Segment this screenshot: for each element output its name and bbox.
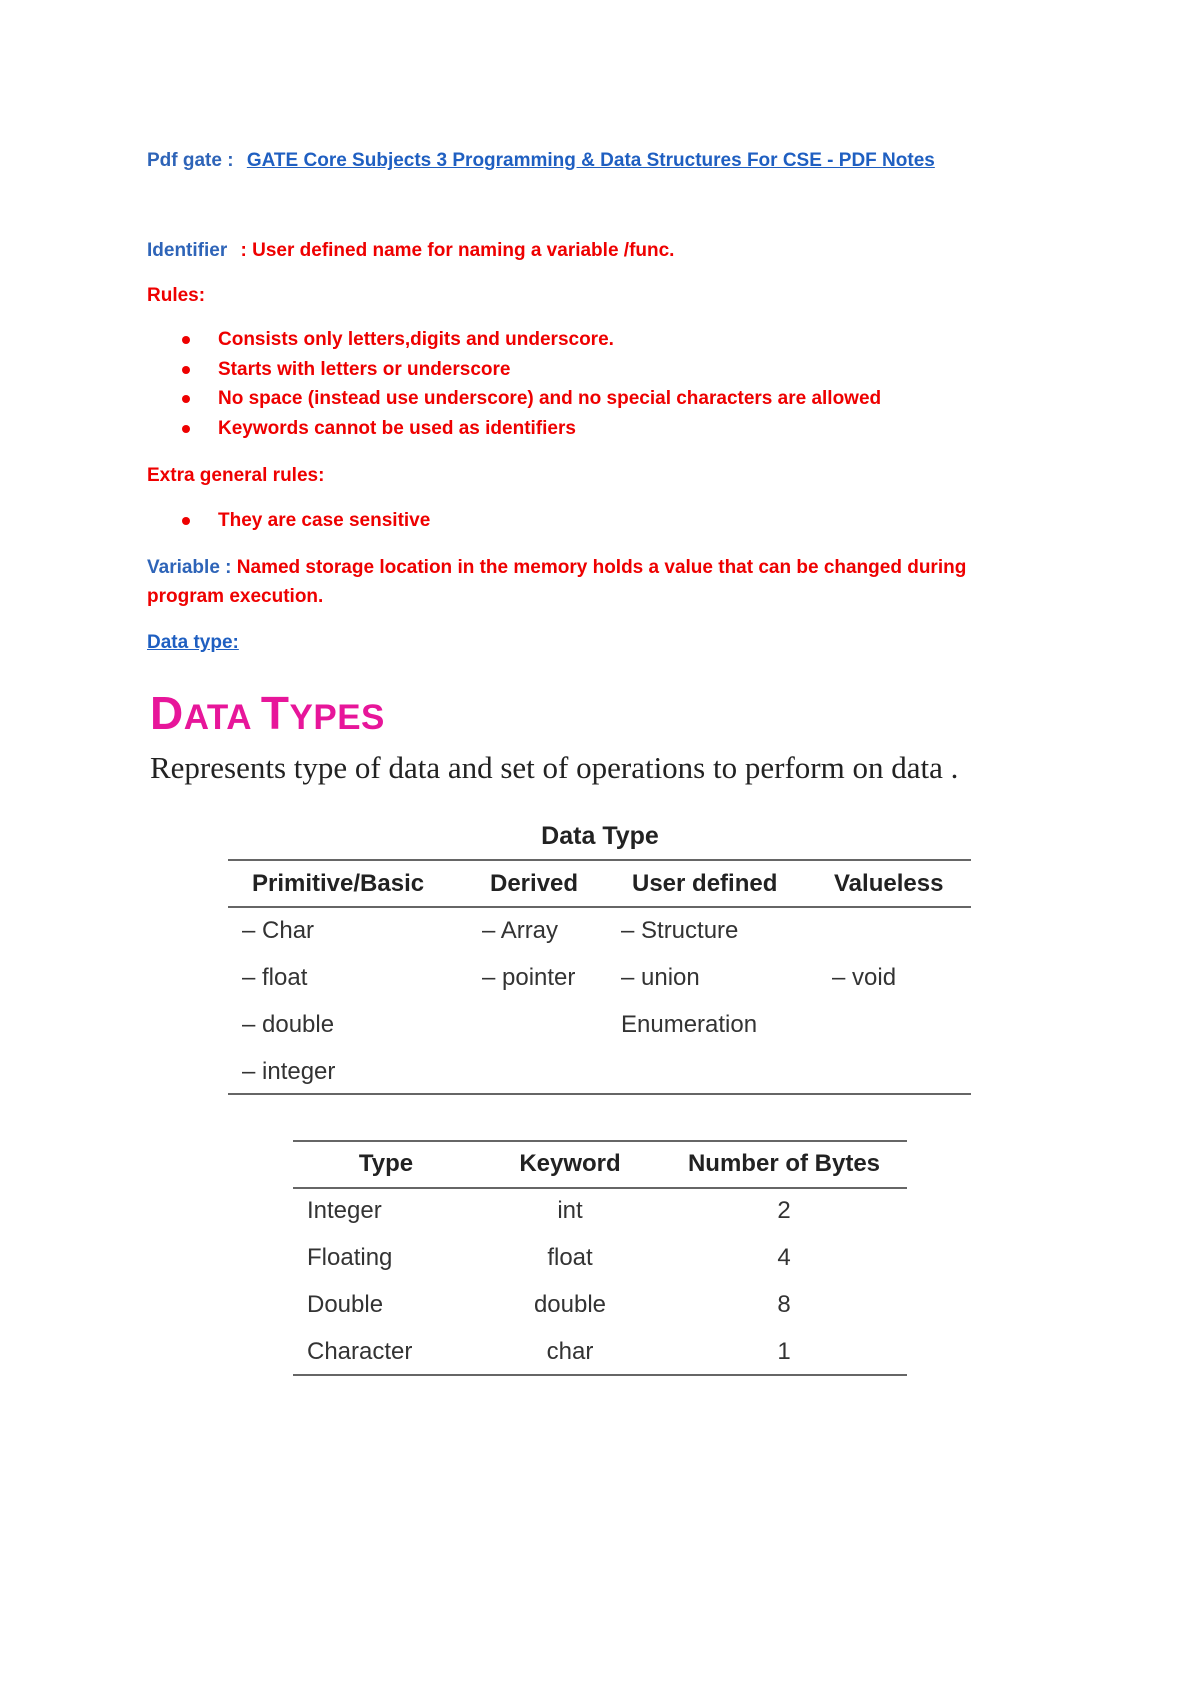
variable-label: Variable : [147, 557, 232, 578]
table2-cell: int [557, 1197, 583, 1224]
table2-header-keyword: Keyword [519, 1150, 621, 1177]
table2-cell: 4 [777, 1244, 791, 1271]
variable-text-line1: Named storage location in the memory holds a value that can be changed during [236, 557, 967, 578]
table1-cell: – Array [482, 917, 559, 944]
table1-top-rule [228, 859, 971, 861]
table1-cell: – void [832, 964, 897, 991]
rules-heading: Rules: [147, 285, 206, 306]
table2-cell: Double [307, 1291, 384, 1318]
pdf-gate-line [147, 150, 935, 172]
identifier-definition [147, 240, 674, 262]
data-type-link[interactable]: Data type: [147, 632, 239, 653]
list-item: Consists only letters,digits and underscore. [182, 325, 881, 355]
table2-cell: Floating [307, 1244, 393, 1271]
table2-cell: Integer [307, 1197, 382, 1224]
table1-header-rule [228, 906, 971, 908]
table2-cell: Character [307, 1338, 413, 1365]
extra-rules-heading: Extra general rules: [147, 465, 325, 486]
table1-header-primitive: Primitive/Basic [252, 870, 425, 897]
pdf-gate-label: Pdf gate : [147, 150, 234, 171]
table2-header-bytes: Number of Bytes [687, 1150, 881, 1177]
table2-cell: 1 [777, 1338, 791, 1365]
table1-title: Data Type [541, 822, 659, 850]
table1-header-user-defined: User defined [632, 870, 778, 897]
list-item: Starts with letters or underscore [182, 355, 881, 385]
table1-cell: – Structure [621, 917, 739, 944]
table2-cell: float [547, 1244, 593, 1271]
table2-top-rule [293, 1140, 907, 1142]
variable-text-line2: program execution. [147, 586, 324, 607]
variable-definition [147, 557, 966, 579]
table2-header-rule [293, 1187, 907, 1189]
identifier-label: Identifier [147, 240, 228, 261]
table2-bottom-rule [293, 1374, 907, 1376]
heading-letter: T [260, 687, 290, 739]
table1-bottom-rule [228, 1093, 971, 1095]
table1-cell: – union [621, 964, 700, 991]
data-types-subtitle: Represents type of data and set of operations to perform on data . [150, 750, 959, 785]
pdf-notes-link[interactable]: GATE Core Subjects 3 Programming & Data Structures For CSE - PDF Notes [246, 150, 935, 171]
table2-header-type: Type [358, 1150, 414, 1177]
data-type-label-line [147, 632, 239, 654]
table1-header-valueless: Valueless [834, 870, 944, 897]
heading-letters: ATA [183, 698, 261, 737]
table1-cell: – pointer [482, 964, 576, 991]
list-item: No space (instead use underscore) and no special characters are allowed [182, 384, 881, 414]
table2-cell: double [533, 1291, 607, 1318]
list-item: Keywords cannot be used as identifiers [182, 414, 881, 444]
list-item: They are case sensitive [182, 506, 430, 536]
identifier-text: : User defined name for naming a variable /func. [240, 240, 675, 261]
table2-cell: 2 [777, 1197, 791, 1224]
table2-cell: 8 [777, 1291, 791, 1318]
heading-letter: D [150, 687, 184, 739]
table2-cell: char [546, 1338, 594, 1365]
table1-cell: – integer [242, 1058, 336, 1085]
table1-cell: – Char [242, 917, 315, 944]
heading-letters: YPES [289, 698, 385, 737]
table1-cell: – float [242, 964, 308, 991]
table1-header-derived: Derived [490, 870, 579, 897]
data-types-heading [150, 686, 385, 740]
extra-rules-list [182, 506, 430, 536]
rules-list [182, 325, 881, 443]
table1-cell: Enumeration [621, 1011, 758, 1038]
table1-cell: – double [242, 1011, 335, 1038]
